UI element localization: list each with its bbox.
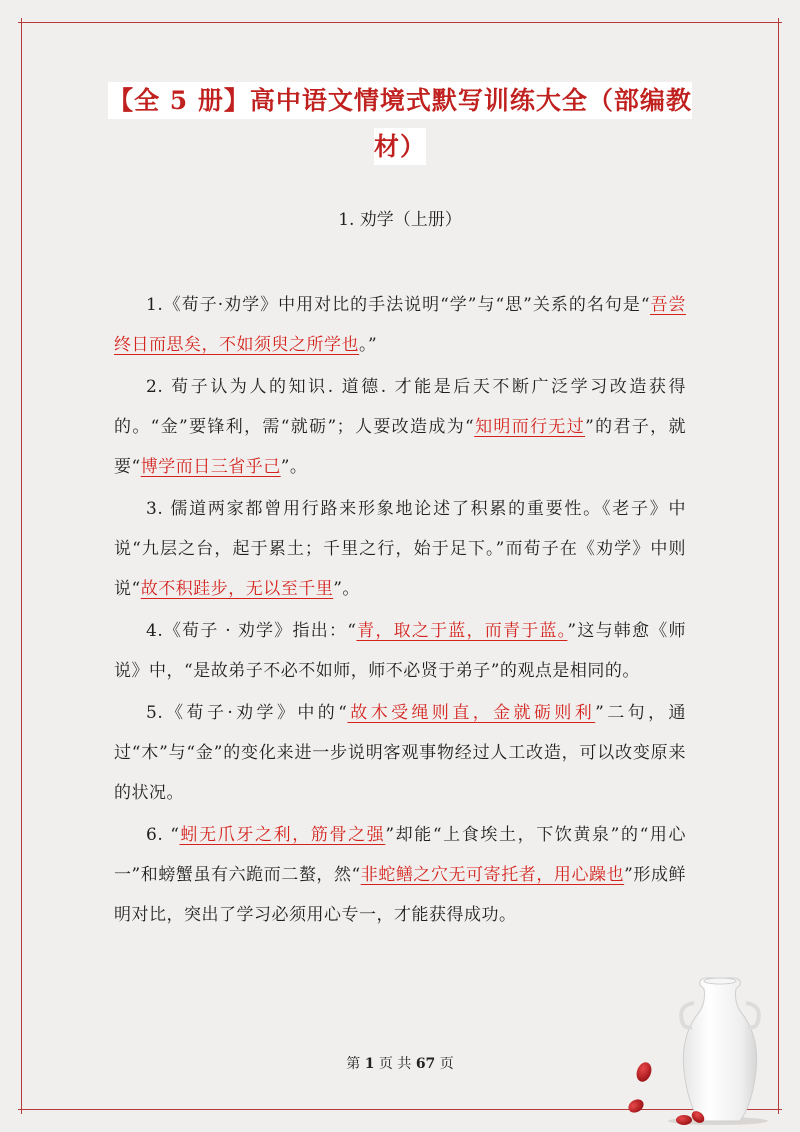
answer-text: 蚓无爪牙之利，筋骨之强 xyxy=(179,825,386,845)
question-text: 2. 荀子认为人的知识. 道德. 才能是后天不断广泛学习改造获得的。“金”要锋利，需“就砺”；人要改造成为“ xyxy=(114,377,686,437)
exercise-item xyxy=(114,367,686,487)
answer-text: 知明而行无过 xyxy=(474,417,586,437)
page-prefix: 第 xyxy=(346,1056,361,1072)
title-block xyxy=(100,78,700,170)
exercise-item xyxy=(114,611,686,691)
question-text: 。” xyxy=(359,335,378,355)
answer-text: 吾尝终日而思矣，不如须臾之所学也 xyxy=(114,295,687,355)
question-text: ”。 xyxy=(333,579,360,599)
exercise-item xyxy=(114,285,686,365)
answer-text: 故不积跬步，无以至千里 xyxy=(140,579,334,599)
page-middle: 页 共 xyxy=(378,1056,412,1072)
answer-text: 博学而日三省乎己 xyxy=(140,457,281,477)
question-text: 4.《荀子 · 劝学》指出：“ xyxy=(146,621,357,641)
question-text: 5.《荀子·劝学》中的“ xyxy=(146,703,348,723)
exercise-list xyxy=(114,285,686,937)
answer-text: 故木受绳则直，金就砺则利 xyxy=(347,703,596,723)
question-text: ”。 xyxy=(280,457,308,477)
answer-text: 青，取之于蓝，而青于蓝。 xyxy=(356,621,568,641)
frame-right-line xyxy=(778,18,779,1114)
red-bean-1 xyxy=(634,1060,654,1084)
page-suffix: 页 xyxy=(439,1056,454,1072)
current-page: 1 xyxy=(364,1056,375,1072)
question-text: 6. “ xyxy=(146,825,180,845)
exercise-item xyxy=(114,693,686,813)
question-text: 1.《荀子·劝学》中用对比的手法说明“学”与“思”关系的名句是“ xyxy=(146,295,651,315)
frame-top-line xyxy=(18,22,782,23)
question-text: ”却能“上食埃土，下饮黄泉”的“用心一”和螃蟹虽有六跪而二螯，然“ xyxy=(114,825,687,885)
question-text: ”形成鲜明对比，突出了学习必须用心专一，才能获得成功。 xyxy=(114,865,687,925)
exercise-item xyxy=(114,489,686,609)
red-bean-3 xyxy=(676,1115,692,1125)
question-text: ”这与韩愈《师说》中，“是故弟子不必不如师，师不必贤于弟子”的观点是相同的。 xyxy=(114,621,687,681)
document-title: 【全 5 册】高中语文情境式默写训练大全（部编教材） xyxy=(108,82,692,165)
vase-decoration-image xyxy=(622,975,782,1125)
question-text: 3. 儒道两家都曾用行路来形象地论述了积累的重要性。《老子》中说“九层之台，起于累土；千里之行，始于足下。”而荀子在《劝学》中则说“ xyxy=(114,499,686,599)
question-text: ”的君子，就要“ xyxy=(114,417,686,477)
exercise-item xyxy=(114,815,686,935)
answer-text: 非蛇鳝之穴无可寄托者，用心躁也 xyxy=(360,865,625,885)
total-pages: 67 xyxy=(415,1056,436,1072)
question-text: ”二句，通过“木”与“金”的变化来进一步说明客观事物经过人工改造，可以改变原来的状况。 xyxy=(114,703,686,803)
frame-left-line xyxy=(21,18,22,1114)
red-bean-2 xyxy=(626,1097,646,1115)
section-heading: 1. 劝学（上册） xyxy=(338,210,462,230)
